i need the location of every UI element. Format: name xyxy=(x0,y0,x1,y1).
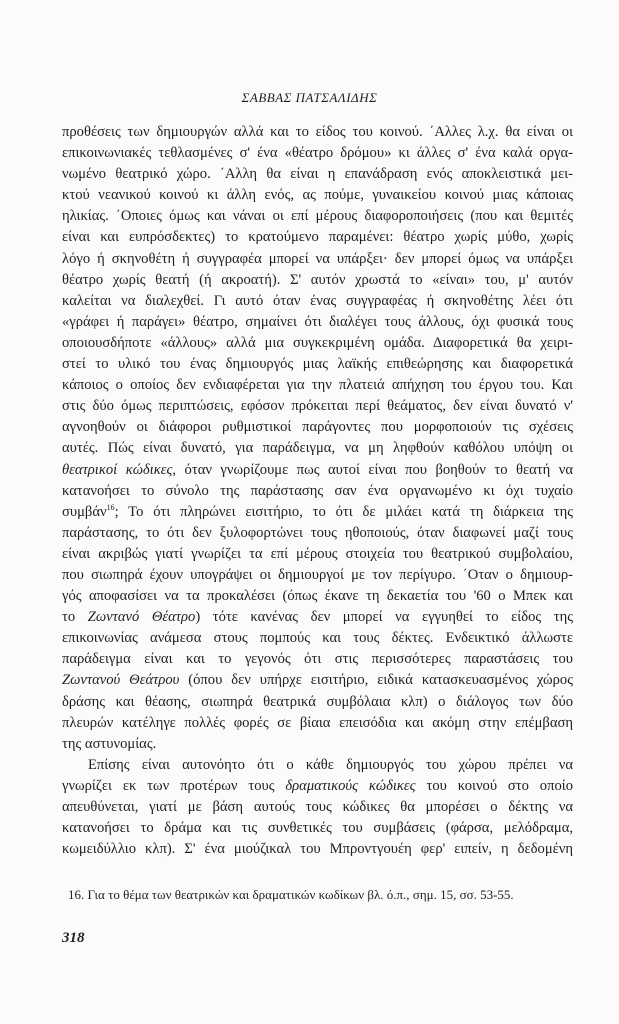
text-segment: συμβάν xyxy=(62,503,107,520)
text-segment: θέατρο χωρίς θεατή (ή ακροατή). Σ' αυτόν χρωστά το «είναι» του, μ' αυτόν xyxy=(62,271,573,288)
text-line xyxy=(62,354,573,375)
text-line xyxy=(62,333,573,354)
page-number: 318 xyxy=(62,930,85,946)
text-segment: , όταν γνωρίζουμε πως αυτοί είναι που βοηθούν το θεατή να xyxy=(172,461,573,478)
text-segment: κάποιος ο οποίος δεν ενδιαφέρεται για την πλατειά απήχηση του έργου του. Και xyxy=(62,377,573,394)
text-segment: «γράφει ή παράγει» θέατρο, σημαίνει ότι διαλέγει τους άλλους, όχι φυσικά τους xyxy=(62,313,573,330)
text-line xyxy=(62,460,573,481)
text-line xyxy=(62,227,573,248)
text-segment: απευθύνεται, γιατί με βάση αυτούς τους κώδικες θα μπορέσει ο δέκτης να xyxy=(62,799,573,815)
text-segment: ηλικίας. ΄Οποιες όμως και νάναι οι επί μέρους διαφοροποιήσεις (που και θεμιτές xyxy=(62,208,573,225)
text-line xyxy=(62,755,573,776)
text-segment: είναι ακριβώς γιατί γνωρίζει τα επί μέρους στοιχεία του θεατρικού συμβολαίου, xyxy=(62,545,573,562)
text-segment: προθέσεις των δημιουργών αλλά και το είδος του κοινού. ΄Αλλες λ.χ. θα είναι οι xyxy=(62,124,573,140)
text-segment: είναι και ευπρόσδεκτες) το κρατούμενο παραμένει: θέατρο χωρίς μύθο, χωρίς xyxy=(62,229,573,246)
text-line xyxy=(62,143,573,164)
text-segment: κατανοήσει το σύνολο της παράστασης σαν ένα οργανωμένο κι όχι τυχαίο xyxy=(62,482,573,499)
text-segment: δράσης και θέασης, σιωπηρά θεατρικά συμβόλαια κλπ) ο διάλογος των δύο xyxy=(62,693,573,710)
text-line xyxy=(62,818,573,839)
text-line xyxy=(62,249,573,270)
text-line xyxy=(62,206,573,227)
text-line xyxy=(62,776,573,797)
text-line xyxy=(62,565,573,586)
text-line xyxy=(62,312,573,333)
footnote-ref: 16 xyxy=(106,502,115,512)
text-segment: νωμένο θεατρικό χώρο. ΄Αλλη θα είναι η επανάδραση ενός αποκλειστικά μει- xyxy=(62,166,573,183)
text-line xyxy=(62,839,573,860)
footnote: 16. Για το θέμα των θεατρικών και δραματικών κωδίκων βλ. ό.π., σημ. 15, σσ. 53-55. xyxy=(68,887,514,902)
text-line xyxy=(62,417,573,438)
text-line xyxy=(62,122,573,143)
text-segment: κατανοήσει το δράμα και τις συνθετικές του συμβάσεις (φάρσα, μελόδραμα, xyxy=(62,820,573,837)
text-line xyxy=(62,375,573,396)
text-segment: ) τότε κανένας δεν μπορεί να εγγυηθεί το είδος της xyxy=(195,609,573,626)
text-line xyxy=(62,523,573,544)
text-line xyxy=(62,481,573,502)
text-line xyxy=(62,649,573,670)
text-line xyxy=(62,797,573,818)
text-segment: (όπου δεν υπήρχε εισιτήριο, ειδικά κατασκευασμένος χώρος xyxy=(179,672,574,689)
text-segment: στεί το υλικό του ένας δημιουργός μιας λαϊκής επιθεώρησης και διαφορετικά xyxy=(62,356,573,373)
text-line xyxy=(62,438,573,459)
text-line xyxy=(62,713,573,734)
text-line xyxy=(62,291,573,312)
text-segment: στις δύο όμως περιπτώσεις, εφόσον πρόκειται περί θεάματος, δεν είναι δυνατό ν' xyxy=(62,398,573,415)
text-line xyxy=(62,628,573,649)
text-segment: αγνοηθούν οι διάφοροι ρυθμιστικοί παράγοντες που μορφοποιούν τις σχέσεις xyxy=(62,419,573,436)
text-segment: κωμειδύλλιο κλπ). Σ' ένα μιούζικαλ του Μπροντγουέη φερ' ειπείν, η δεδομένη xyxy=(62,841,573,858)
text-segment: παράστασης, το ότι δεν ξυλοφορτώνει τους ηθοποιούς, όταν διαφωνεί μαζί τους xyxy=(62,524,573,541)
text-segment: που σιωπηρά έχουν υπογράψει οι δημιουργοί με τον περίγυρο. ΄Οταν ο δημιουρ- xyxy=(62,566,573,583)
text-segment: πλευρών κατέληγε πολλές φορές σε βίαια επεισόδια και ακόμη στην επέμβαση xyxy=(62,714,573,731)
text-segment: λόγο ή σκηνοθέτη ή συγγραφέα μπορεί να υπάρξει· δεν μπορεί όμως να υπάρξει xyxy=(62,250,573,267)
text-segment: αυτές. Πώς είναι δυνατό, για παράδειγμα, να μη ληφθούν καθόλου υπόψη οι xyxy=(62,440,573,457)
text-segment: Επίσης είναι αυτονόητο ότι ο κάθε δημιουργός του χώρου πρέπει να xyxy=(88,756,573,773)
text-line xyxy=(62,670,573,691)
text-segment: καλείται να διαλεχθεί. Γι αυτό όταν ένας συγγραφέας ή σκηνοθέτης λέει ότι xyxy=(62,292,573,309)
text-line xyxy=(62,502,573,523)
text-line xyxy=(62,607,573,628)
italic-term: δραματικούς κώδικες xyxy=(285,777,416,794)
text-line xyxy=(62,164,573,185)
text-line xyxy=(62,544,573,565)
text-line xyxy=(62,396,573,417)
text-segment: της αστυνομίας. xyxy=(62,735,157,752)
text-segment: το xyxy=(62,609,88,626)
italic-term: Ζωντανού Θεάτρου xyxy=(62,672,180,689)
text-line xyxy=(62,734,573,755)
text-segment: ; Το ότι πληρώνει εισιτήριο, το ότι δε μιλάει κατά τη διάρκεια της xyxy=(114,503,573,520)
text-segment: επικοινωνίας ανάμεσα στους πομπούς και τους δέκτες. Ενδεικτικό άλλωστε xyxy=(62,630,573,647)
italic-term: Ζωντανό Θέατρο xyxy=(87,609,196,626)
running-header: ΣΑΒΒΑΣ ΠΑΤΣΑΛΙΔΗΣ xyxy=(241,90,378,105)
text-line xyxy=(62,586,573,607)
text-segment: του κοινού στο οποίο xyxy=(415,777,573,794)
text-line xyxy=(62,185,573,206)
text-line xyxy=(62,270,573,291)
text-segment: παράδειγμα είναι και το γεγονός ότι στις περισσότερες παραστάσεις του xyxy=(62,651,573,668)
text-line xyxy=(62,692,573,713)
text-segment: κτού νεανικού κοινού κι άλλη ενός, ας πούμε, γυναικείου κοινού μιας κάποιας xyxy=(62,187,573,204)
text-segment: γνωρίζει εκ των προτέρων τους xyxy=(62,777,286,794)
italic-term: θεατρικοί κώδικες xyxy=(62,461,173,478)
text-segment: γός αποφασίσει να τα προκαλέσει (όπως έκανε τη δεκαετία του '60 ο Μπεκ και xyxy=(62,588,573,605)
text-segment: οποιουσδήποτε «άλλους» αλλά μια συγκεκριμένη ομάδα. Διαφορετικά θα χειρι- xyxy=(62,334,573,351)
text-segment: επικοινωνιακές τεθλασμένες σ' ένα «θέατρο δρόμου» κι άλλες σ' ένα καλά οργα- xyxy=(62,145,573,162)
body-text xyxy=(62,122,573,860)
